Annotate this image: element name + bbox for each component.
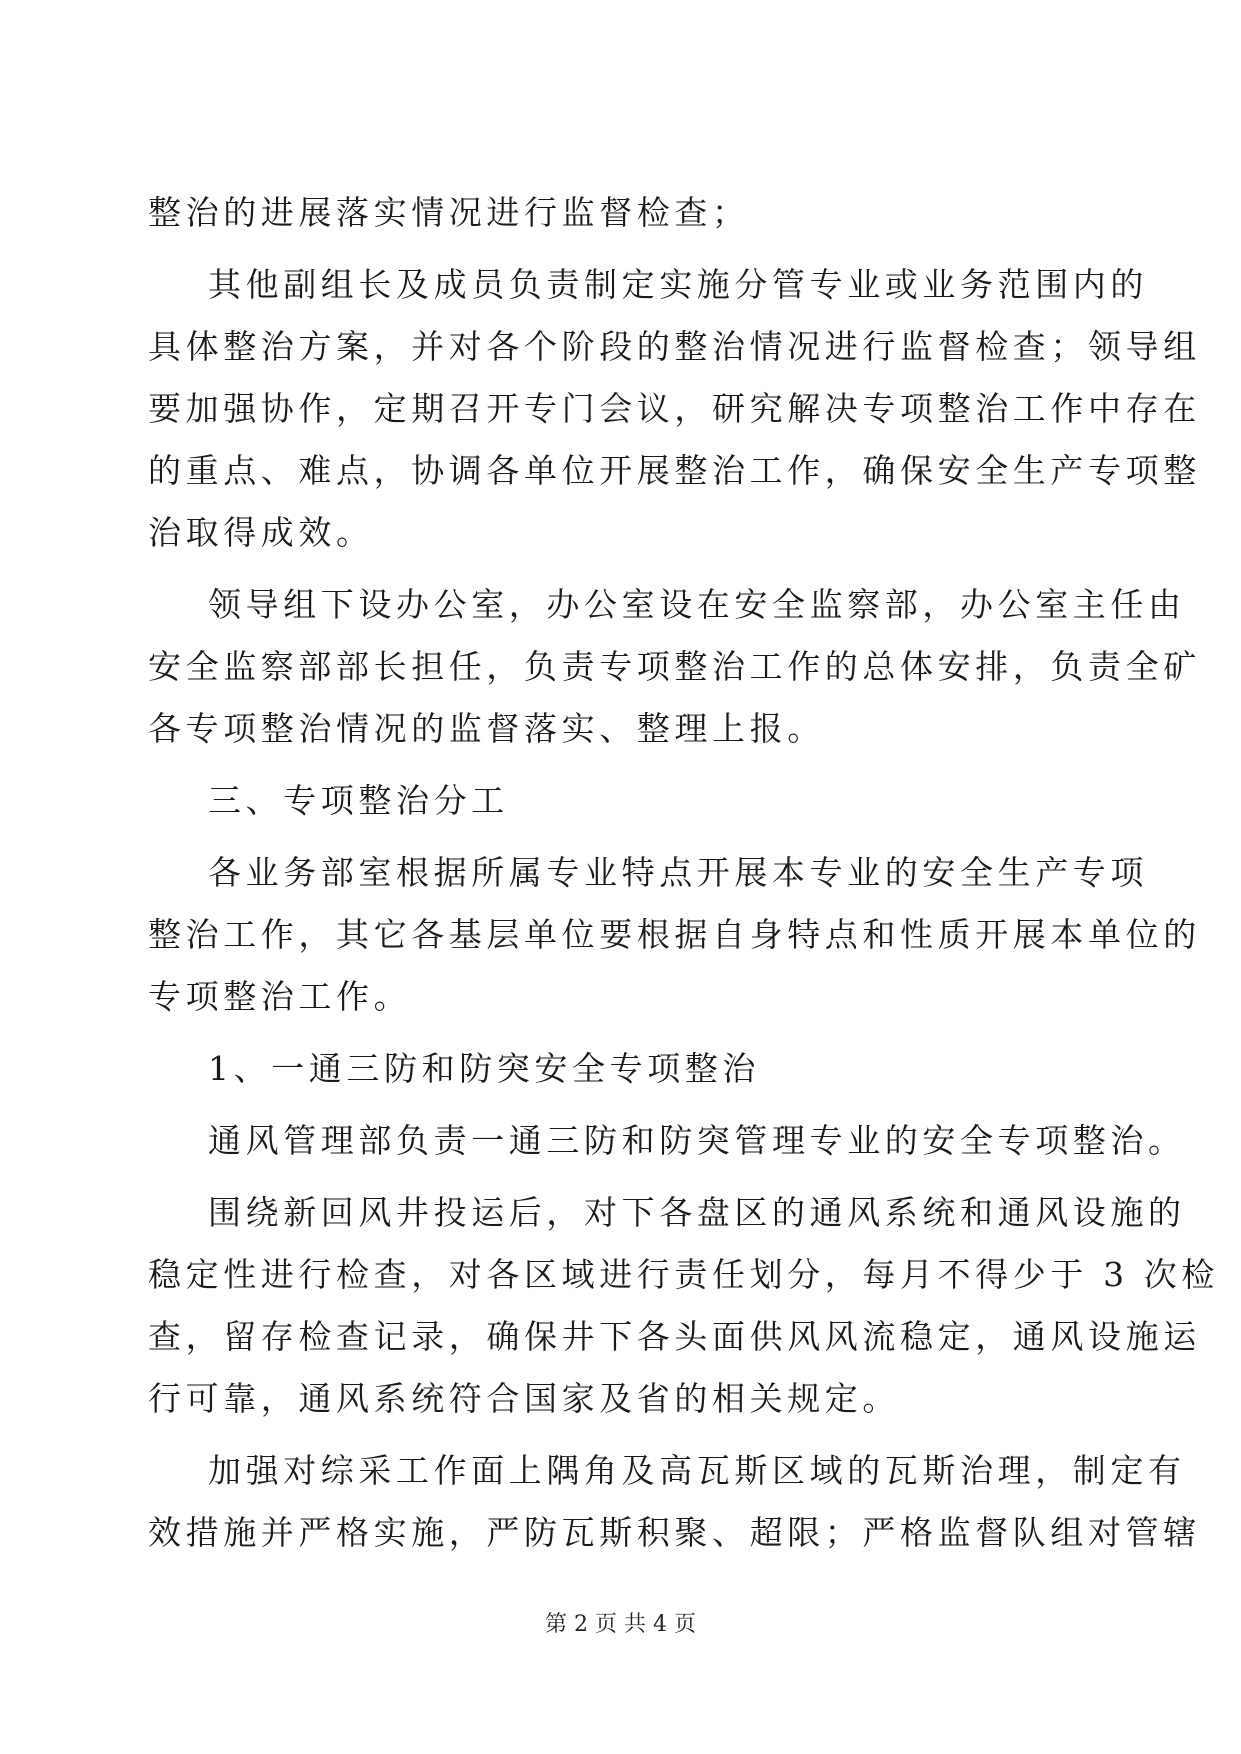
text-line-19: 行可靠，通风系统符合国家及省的相关规定。 bbox=[148, 1379, 900, 1418]
text-line-11: 各业务部室根据所属专业特点开展本专业的安全生产专项 bbox=[208, 853, 1148, 892]
text-line-3: 具体整治方案，并对各个阶段的整治情况进行监督检查；领导组 bbox=[148, 327, 1201, 366]
text-line-18: 查，留存检查记录，确保井下各头面供风风流稳定，通风设施运 bbox=[148, 1317, 1201, 1356]
text-line-17: 稳定性进行检查，对各区域进行责任划分，每月不得少于 3 次检 bbox=[148, 1255, 1219, 1294]
text-line-13: 专项整治工作。 bbox=[148, 977, 412, 1016]
text-line-5: 的重点、难点，协调各单位开展整治工作，确保安全生产专项整 bbox=[148, 451, 1201, 490]
text-line-15: 通风管理部负责一通三防和防突管理专业的安全专项整治。 bbox=[208, 1121, 1186, 1160]
text-line-9: 各专项整治情况的监督落实、整理上报。 bbox=[148, 709, 825, 748]
text-line-1: 整治的进展落实情况进行监督检查； bbox=[148, 193, 750, 232]
text-line-16: 围绕新回风井投运后，对下各盘区的通风系统和通风设施的 bbox=[208, 1193, 1186, 1232]
text-line-8: 安全监察部部长担任，负责专项整治工作的总体安排，负责全矿 bbox=[148, 647, 1201, 686]
text-line-12: 整治工作，其它各基层单位要根据自身特点和性质开展本单位的 bbox=[148, 915, 1201, 954]
section-heading: 三、专项整治分工 bbox=[208, 781, 509, 820]
text-line-2: 其他副组长及成员负责制定实施分管专业或业务范围内的 bbox=[208, 265, 1148, 304]
page-number-footer: 第 2 页 共 4 页 bbox=[545, 1612, 696, 1637]
text-line-7: 领导组下设办公室，办公室设在安全监察部，办公室主任由 bbox=[208, 585, 1186, 624]
text-line-21: 效措施并严格实施，严防瓦斯积聚、超限；严格监督队组对管辖 bbox=[148, 1513, 1201, 1552]
text-line-6: 治取得成效。 bbox=[148, 513, 374, 552]
text-line-4: 要加强协作，定期召开专门会议，研究解决专项整治工作中存在 bbox=[148, 389, 1201, 428]
subsection-heading: 1、一通三防和防突安全专项整治 bbox=[208, 1049, 760, 1088]
text-line-20: 加强对综采工作面上隅角及高瓦斯区域的瓦斯治理，制定有 bbox=[208, 1451, 1186, 1490]
